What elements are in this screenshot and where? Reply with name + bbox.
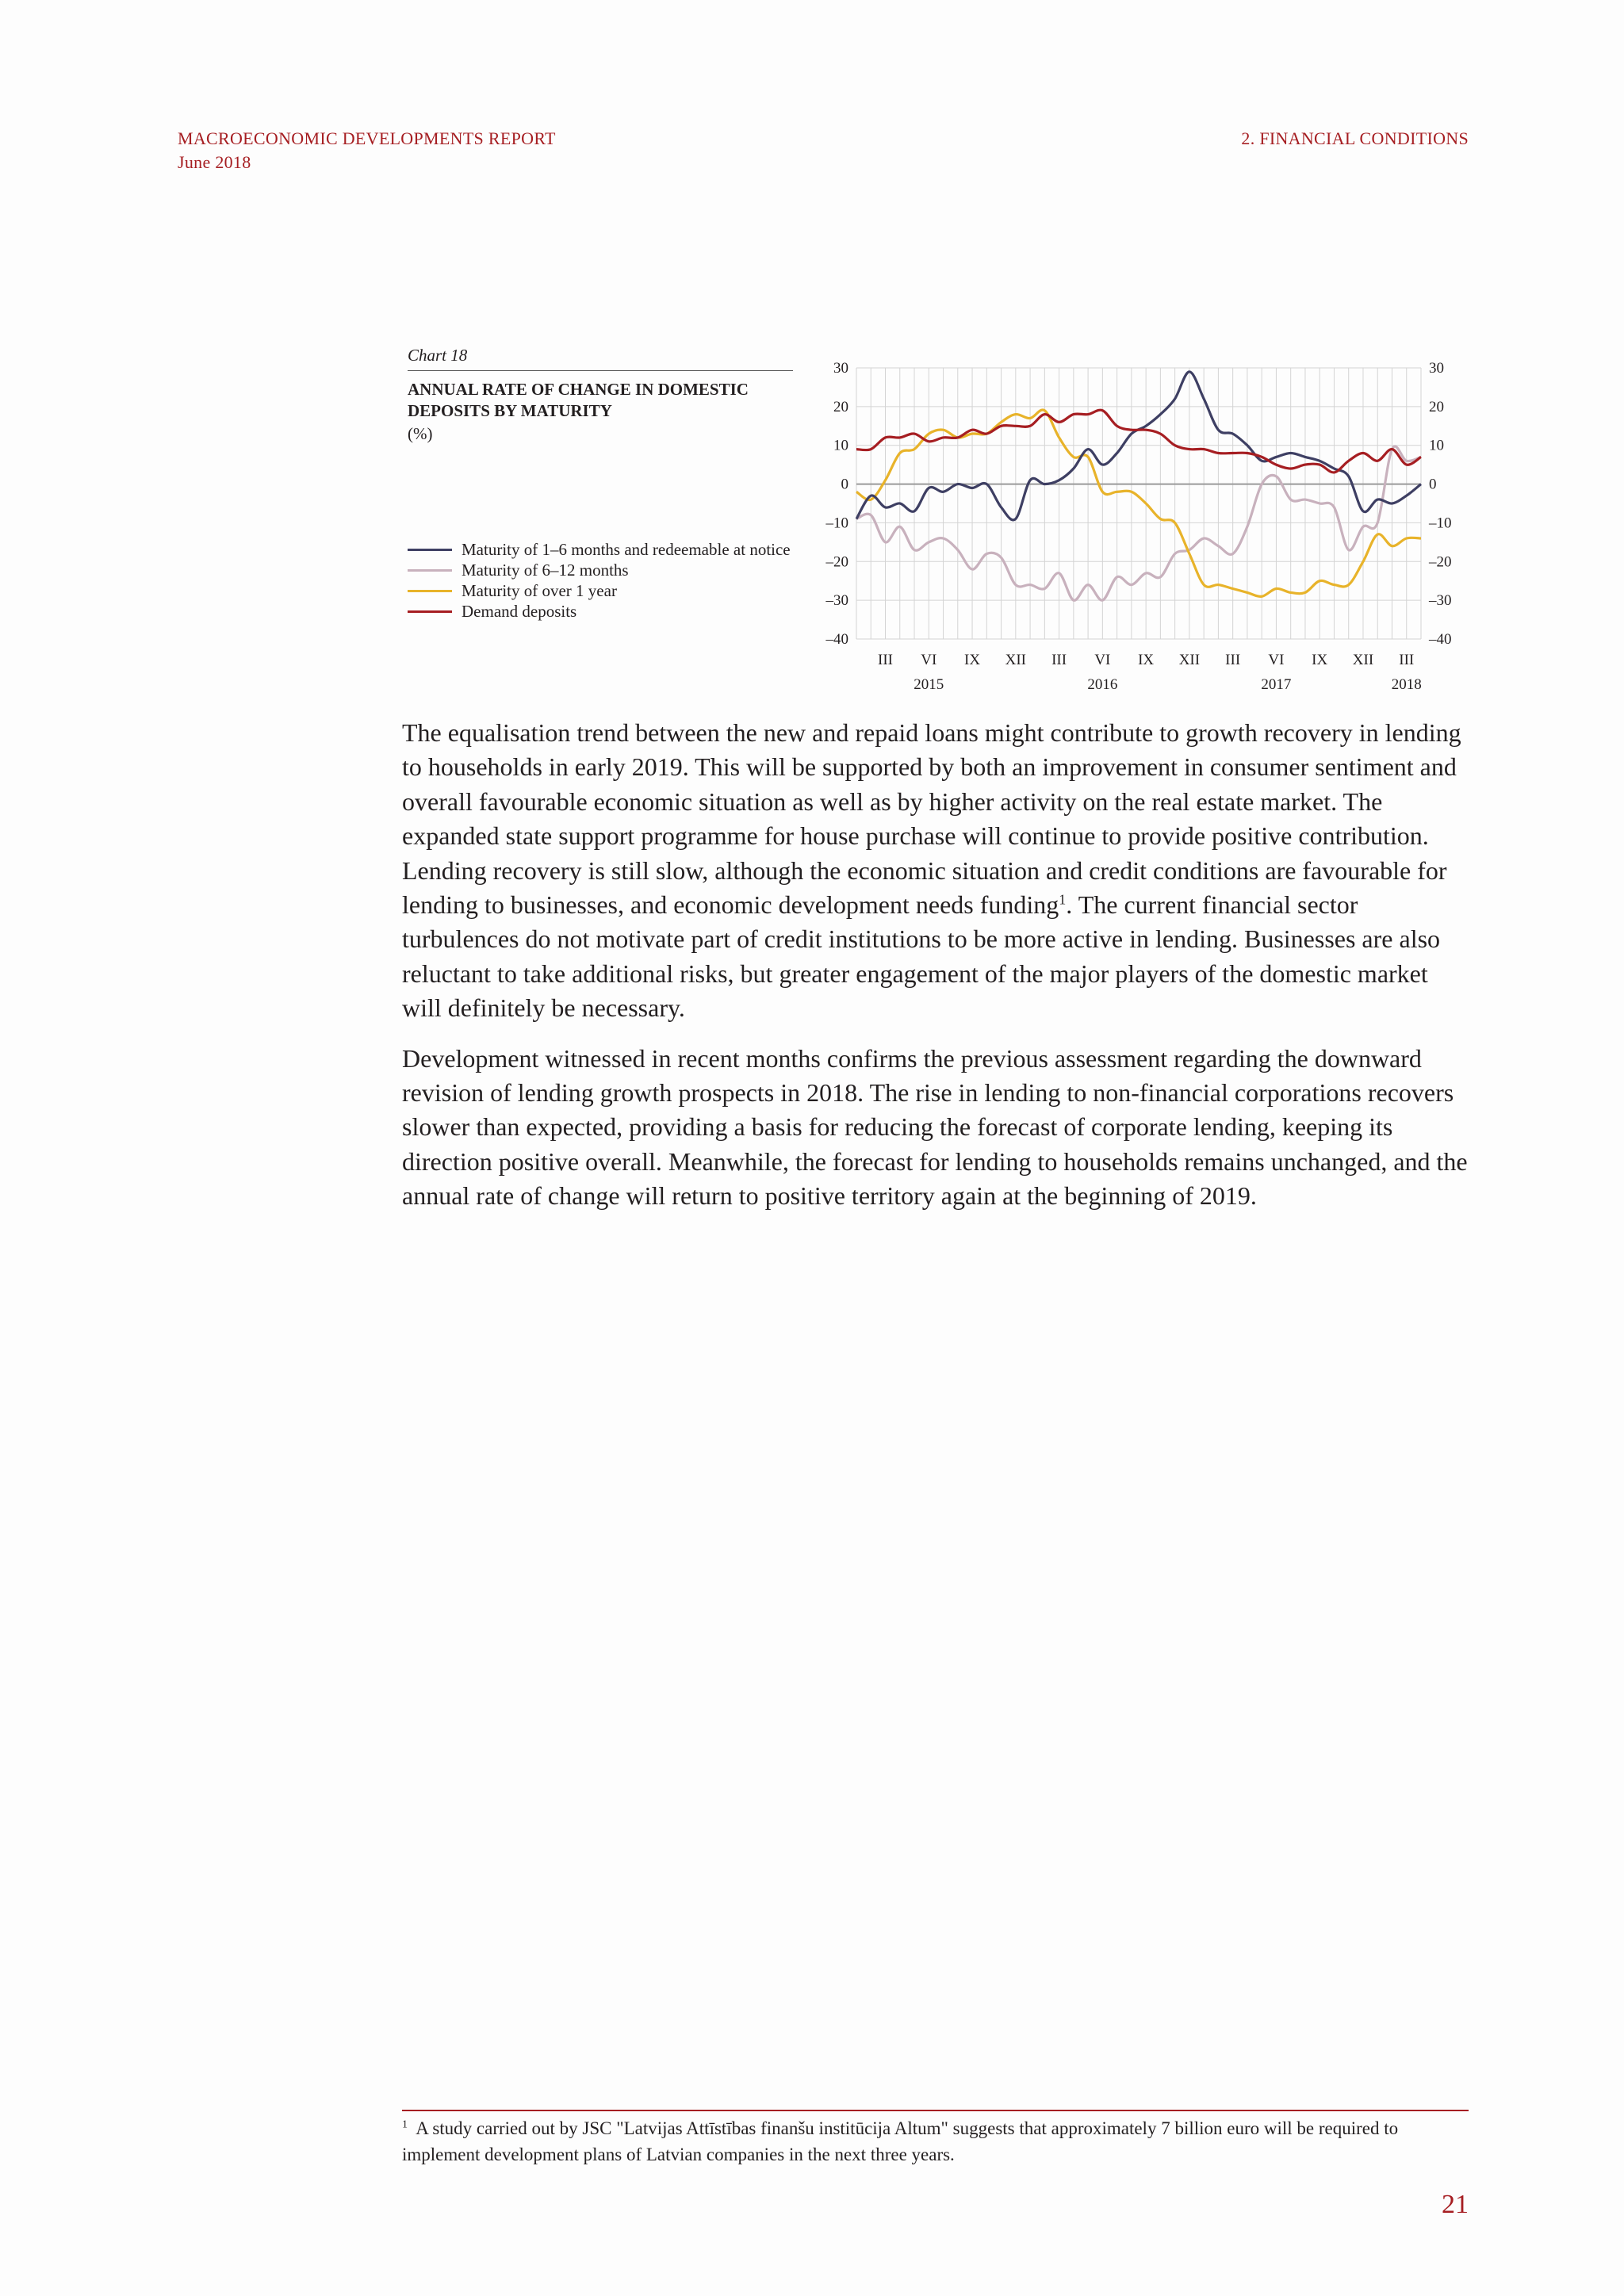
x-year-label: 2017 <box>1261 676 1292 693</box>
x-tick-label: IX <box>1138 652 1155 668</box>
y-tick-label-right: –40 <box>1429 631 1452 648</box>
chart-caption: Chart 18 <box>408 346 793 371</box>
legend-label: Maturity of 6–12 months <box>462 561 629 580</box>
legend-swatch <box>408 610 452 613</box>
footnote-marker: 1 <box>402 2118 408 2131</box>
x-tick-label: XII <box>1005 652 1027 668</box>
y-tick-label-right: 10 <box>1429 437 1444 454</box>
footnote-divider <box>402 2110 1469 2111</box>
y-tick-label-right: 20 <box>1429 398 1444 415</box>
legend-item <box>408 601 804 622</box>
footnote-text: A study carried out by JSC "Latvijas Attīstības finanšu institūcija Altum" suggests that approximately 7 billion euro will be required to implement development plans of Latvian companies in the next three years. <box>402 2118 1399 2164</box>
y-tick-label-left: 0 <box>841 476 848 493</box>
x-tick-label: IX <box>1312 652 1328 668</box>
x-tick-label: III <box>878 652 894 668</box>
x-tick-label: III <box>1399 652 1415 668</box>
x-tick-label: III <box>1051 652 1067 668</box>
legend-item <box>408 580 804 601</box>
chart-18 <box>408 341 1454 706</box>
y-tick-label-left: –40 <box>825 631 848 648</box>
legend-label: Maturity of over 1 year <box>462 581 617 600</box>
paragraph-1: The equalisation trend between the new and repaid loans might contribute to growth recovery in lending to households in early 2019. This will be supported by both an improvement in consumer sentiment and overall favourable economic situation as well as by higher activity on the real estate market. The expanded state support programme for house purchase will continue to provide positive contribution. Lending recovery is still slow, although the economic situation and credit conditions are favourable for lending to businesses, and economic development needs funding$^1$. The current financial sector turbulences do not motivate part of credit institutions to be more active in lending. Businesses are also reluctant to take additional risks, but greater engagement of the major players of the domestic market will definitely be necessary. <box>402 718 1461 1023</box>
y-tick-label-right: 0 <box>1429 476 1437 493</box>
report-date: June 2018 <box>178 152 251 172</box>
y-tick-label-right: –30 <box>1429 592 1452 610</box>
y-tick-label-left: 10 <box>833 437 848 454</box>
x-tick-label: XII <box>1178 652 1201 668</box>
body-text <box>402 716 1473 1230</box>
x-tick-label: XII <box>1352 652 1374 668</box>
chart-unit: (%) <box>408 424 433 443</box>
y-tick-label-left: –30 <box>825 592 848 610</box>
legend-swatch <box>408 590 452 592</box>
y-tick-label-right: 30 <box>1429 360 1444 377</box>
x-tick-label: IX <box>964 652 981 668</box>
x-year-label: 2015 <box>914 676 944 693</box>
footnote-ref[interactable]: 1 <box>1059 891 1067 908</box>
legend-label: Demand deposits <box>462 602 577 621</box>
x-tick-label: VI <box>1268 652 1285 668</box>
y-tick-label-left: –20 <box>825 553 848 571</box>
x-year-label: 2016 <box>1087 676 1118 693</box>
chart-legend <box>408 539 804 622</box>
y-tick-label-right: –20 <box>1429 553 1452 571</box>
paragraph-2: Development witnessed in recent months confirms the previous assessment regarding the downward revision of lending growth prospects in 2018. The rise in lending to non-financial corporations recovers slower than expected, providing a basis for reducing the forecast of corporate lending, keeping its direction positive overall. Meanwhile, the forecast for lending to households remains unchanged, and the annual rate of change will return to positive territory again at the beginning of 2019. <box>402 1043 1468 1211</box>
footnote <box>402 2115 1469 2168</box>
legend-label: Maturity of 1–6 months and redeemable at notice <box>462 540 791 559</box>
x-tick-label: VI <box>921 652 937 668</box>
section-title: 2. FINANCIAL CONDITIONS <box>1241 128 1469 148</box>
legend-swatch <box>408 569 452 572</box>
series-line-4 <box>856 410 1421 473</box>
y-tick-label-left: 30 <box>833 360 848 377</box>
x-tick-label: III <box>1225 652 1241 668</box>
legend-item <box>408 539 804 560</box>
y-tick-label-right: –10 <box>1429 515 1452 532</box>
page-number: 21 <box>1442 2190 1469 2219</box>
x-year-label: 2018 <box>1391 676 1422 693</box>
legend-swatch <box>408 549 452 551</box>
running-header-left <box>178 127 556 174</box>
legend-item <box>408 560 804 580</box>
chart-plot <box>823 341 1454 706</box>
report-title: MACROECONOMIC DEVELOPMENTS REPORT <box>178 128 556 148</box>
y-tick-label-left: –10 <box>825 515 848 532</box>
x-tick-label: VI <box>1094 652 1111 668</box>
y-tick-label-left: 20 <box>833 398 848 415</box>
chart-title: ANNUAL RATE OF CHANGE IN DOMESTIC DEPOSITS BY MATURITY <box>408 380 749 420</box>
